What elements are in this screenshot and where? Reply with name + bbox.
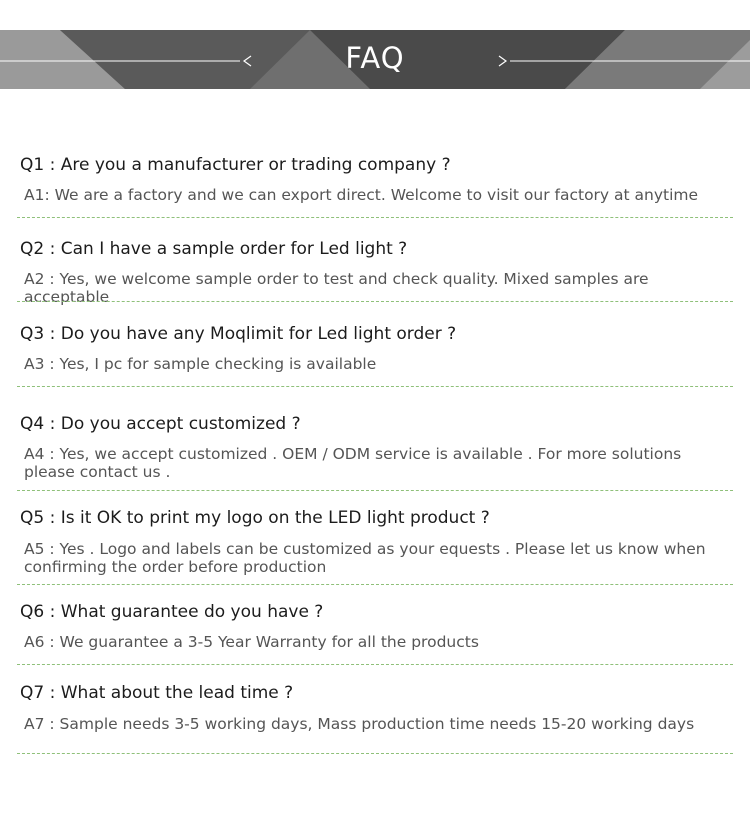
faq-question: Q5 : Is it OK to print my logo on the LED light product ? bbox=[20, 508, 490, 528]
faq-divider bbox=[17, 301, 733, 302]
faq-answer: A4 : Yes, we accept customized . OEM / ODM service is available . For more solutions please contact us . bbox=[24, 445, 682, 481]
faq-question: Q2 : Can I have a sample order for Led light ? bbox=[20, 239, 408, 259]
faq-divider bbox=[17, 753, 733, 754]
faq-divider bbox=[17, 217, 733, 218]
faq-answer: A3 : Yes, I pc for sample checking is available bbox=[24, 355, 377, 373]
faq-answer: A7 : Sample needs 3-5 working days, Mass production time needs 15-20 working days bbox=[24, 715, 695, 733]
faq-divider bbox=[17, 664, 733, 665]
faq-answer: A2 : Yes, we welcome sample order to test and check quality. Mixed samples are acceptable bbox=[24, 270, 649, 306]
faq-question: Q1 : Are you a manufacturer or trading company ? bbox=[20, 155, 451, 175]
faq-question: Q6 : What guarantee do you have ? bbox=[20, 602, 324, 622]
faq-question: Q7 : What about the lead time ? bbox=[20, 683, 294, 703]
faq-answer: A5 : Yes . Logo and labels can be customized as your equests . Please let us know when confirming the order before production bbox=[24, 540, 706, 576]
faq-divider bbox=[17, 386, 733, 387]
faq-answer: A1: We are a factory and we can export direct. Welcome to visit our factory at anytime bbox=[24, 186, 699, 204]
faq-divider bbox=[17, 584, 733, 585]
faq-answer: A6 : We guarantee a 3-5 Year Warranty for all the products bbox=[24, 633, 479, 651]
faq-question: Q4 : Do you accept customized ? bbox=[20, 414, 301, 434]
faq-divider bbox=[17, 490, 733, 491]
faq-question: Q3 : Do you have any Moqlimit for Led light order ? bbox=[20, 324, 457, 344]
faq-banner bbox=[0, 30, 750, 89]
faq-title: FAQ bbox=[345, 41, 405, 75]
